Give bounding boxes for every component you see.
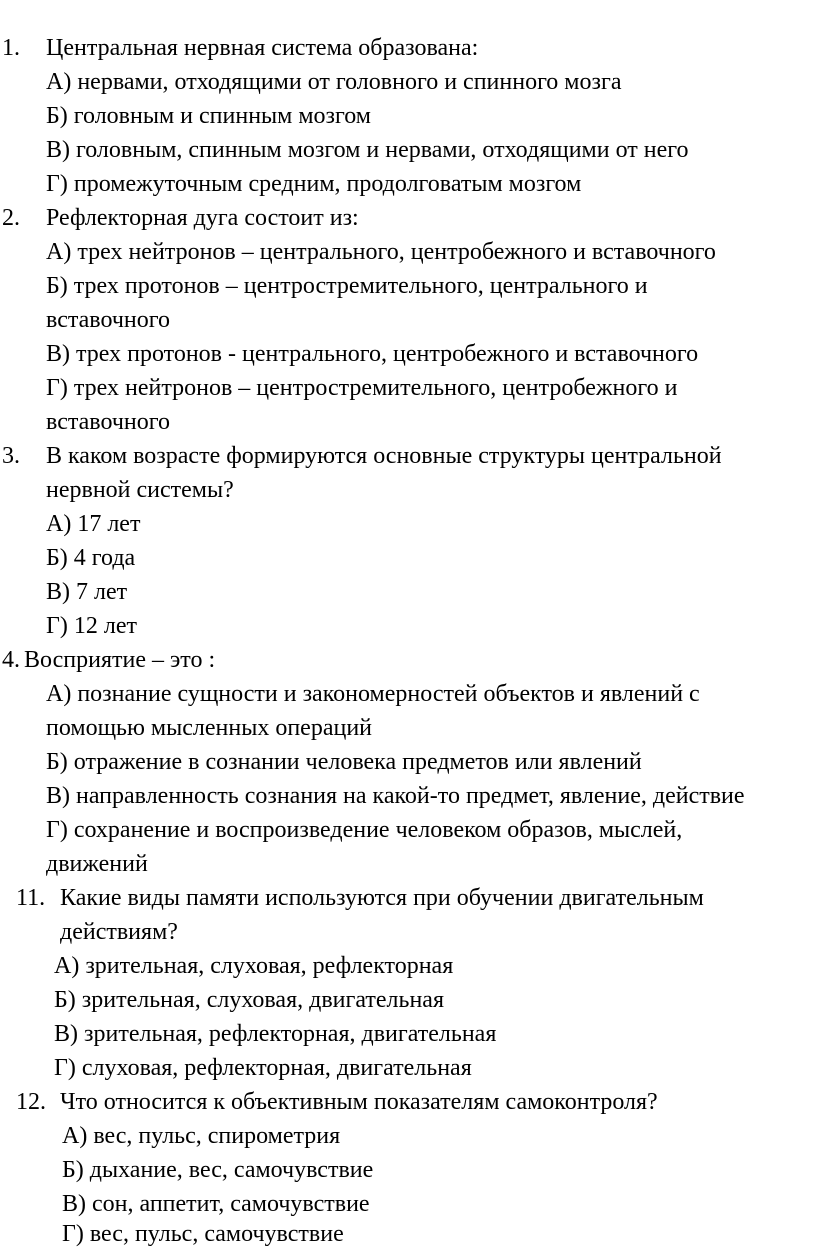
answer-option: Б) зрительная, слуховая, двигательная: [54, 987, 444, 1013]
answer-option: А) трех нейтронов – центрального, центробежного и вставочного: [46, 239, 716, 265]
question-text-continuation: действиям?: [60, 919, 178, 945]
answer-option: А) вес, пульс, спирометрия: [62, 1123, 341, 1149]
answer-option: Г) трех нейтронов – центростремительного, центробежного и: [46, 375, 678, 401]
answer-option: Г) сохранение и воспроизведение человеком образов, мыслей,: [46, 817, 683, 843]
answer-option-continuation: движений: [46, 851, 148, 877]
question-number: 4.: [2, 647, 20, 673]
question-text-continuation: нервной системы?: [46, 477, 234, 503]
answer-option: В) зрительная, рефлекторная, двигательная: [54, 1021, 497, 1047]
answer-option: А) зрительная, слуховая, рефлекторная: [54, 953, 454, 979]
answer-option: А) нервами, отходящими от головного и спинного мозга: [46, 69, 622, 95]
question-text: Рефлекторная дуга состоит из:: [46, 205, 359, 231]
answer-option: В) направленность сознания на какой-то предмет, явление, действие: [46, 783, 745, 809]
answer-option: В) сон, аппетит, самочувствие: [62, 1191, 370, 1217]
answer-option: В) головным, спинным мозгом и нервами, отходящими от него: [46, 137, 689, 163]
answer-option: Г) вес, пульс, самочувствие: [62, 1221, 344, 1247]
question-number: 3.: [2, 443, 20, 469]
answer-option: В) 7 лет: [46, 579, 128, 605]
question-text: Что относится к объективным показателям самоконтроля?: [60, 1089, 658, 1115]
answer-option-continuation: вставочного: [46, 307, 170, 333]
answer-option: Г) слуховая, рефлекторная, двигательная: [54, 1055, 472, 1081]
question-number: 11.: [16, 885, 46, 911]
answer-option: А) познание сущности и закономерностей объектов и явлений с: [46, 681, 700, 707]
answer-option: Б) дыхание, вес, самочувствие: [62, 1157, 374, 1183]
question-text: В каком возрасте формируются основные структуры центральной: [46, 443, 722, 469]
answer-option: Г) промежуточным средним, продолговатым мозгом: [46, 171, 582, 197]
question-number: 12.: [16, 1089, 46, 1115]
answer-option: Б) трех протонов – центростремительного, центрального и: [46, 273, 648, 299]
question-number: 1.: [2, 35, 20, 61]
answer-option: Б) 4 года: [46, 545, 136, 571]
question-text: Центральная нервная система образована:: [46, 35, 479, 61]
answer-option-continuation: помощью мысленных операций: [46, 715, 373, 741]
answer-option: Б) отражение в сознании человека предметов или явлений: [46, 749, 642, 775]
answer-option: Б) головным и спинным мозгом: [46, 103, 371, 129]
question-text: Восприятие – это :: [24, 647, 216, 673]
answer-option: В) трех протонов - центрального, центробежного и вставочного: [46, 341, 699, 367]
question-text: Какие виды памяти используются при обучении двигательным: [60, 885, 704, 911]
answer-option: А) 17 лет: [46, 511, 141, 537]
question-number: 2.: [2, 205, 20, 231]
answer-option: Г) 12 лет: [46, 613, 137, 639]
answer-option-continuation: вставочного: [46, 409, 170, 435]
